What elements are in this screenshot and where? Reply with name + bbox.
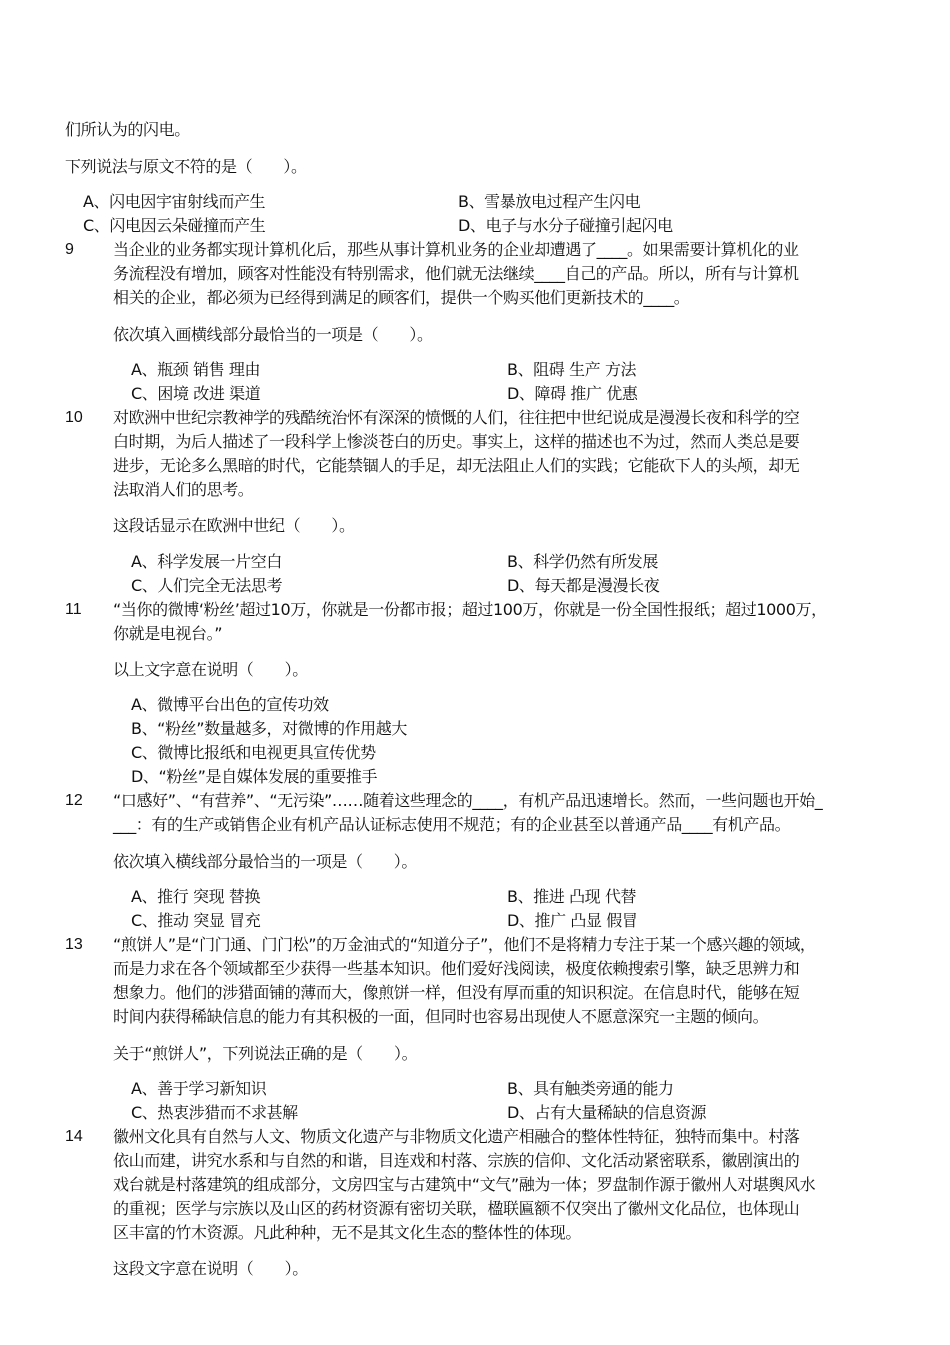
q11-option-b[interactable]: B、“粉丝”数量越多，对微博的作用越大 [131,719,407,738]
q10-passage-line: 进步，无论多么黑暗的时代，它能禁锢人的手足，却无法阻止人们的实践；它能砍下人的头颅，却无 [113,456,800,475]
q14-number: 14 [65,1128,83,1145]
q9-option-a[interactable]: A、瓶颈 销售 理由 [131,360,261,379]
q10-option-d[interactable]: D、每天都是漫漫长夜 [507,576,660,595]
q13-stem: 关于“煎饼人”，下列说法正确的是（ ）。 [113,1044,418,1063]
q11-option-d[interactable]: D、“粉丝”是自媒体发展的重要推手 [131,767,378,786]
q10-passage-line: 法取消人们的思考。 [113,480,254,499]
q11-stem: 以上文字意在说明（ ）。 [113,660,308,679]
q12-number: 12 [65,792,83,809]
q8-stem: 下列说法与原文不符的是（ ）。 [65,157,307,176]
q11-number: 11 [65,601,82,618]
q9-passage-line: 当企业的业务都实现计算机化后，那些从事计算机业务的企业却遭遇了____。如果需要计算机化的业 [113,240,799,259]
q9-stem: 依次填入画横线部分最恰当的一项是（ ）。 [113,325,433,344]
q9-option-d[interactable]: D、障碍 推广 优惠 [507,384,638,403]
q8-option-a[interactable]: A、闪电因宇宙射线而产生 [83,192,266,211]
q13-option-a[interactable]: A、善于学习新知识 [131,1079,267,1098]
q13-passage-line: “煎饼人”是“门门通、门门松”的万金油式的“知道分子”，他们不是将精力专注于某一个感兴趣的领域， [113,935,816,954]
q8-option-b[interactable]: B、雪暴放电过程产生闪电 [458,192,641,211]
q12-option-a[interactable]: A、推行 突现 替换 [131,887,261,906]
q13-passage-line: 而是力求在各个领域都至少获得一些基本知识。他们爱好浅阅读，极度依赖搜索引擎，缺乏思辨力和 [113,959,800,978]
q10-passage-line: 白时期，为后人描述了一段科学上惨淡苍白的历史。事实上，这样的描述也不为过，然而人类总是要 [113,432,800,451]
q12-passage-line: ___：有的生产或销售企业有机产品认证标志使用不规范；有的企业甚至以普通产品____有机产品。 [113,815,791,834]
q12-passage-line: “口感好”、“有营养”、“无污染”……随着这些理念的____，有机产品迅速增长。然而，一些问题也开始_ [113,791,823,810]
q9-number: 9 [65,241,74,258]
q9-option-c[interactable]: C、困境 改进 渠道 [131,384,261,403]
q14-passage-line: 依山而建，讲究水系和与自然的和谐，目连戏和村落、宗族的信仰、文化活动紧密联系，徽剧演出的 [113,1151,800,1170]
q13-passage-line: 想象力。他们的涉猎面铺的薄而大，像煎饼一样，但没有厚而重的知识积淀。在信息时代，能够在短 [113,983,800,1002]
q11-passage-line: 你就是电视台。” [113,624,223,643]
q10-passage-line: 对欧洲中世纪宗教神学的残酷统治怀有深深的愤慨的人们，往往把中世纪说成是漫漫长夜和科学的空 [113,408,800,427]
q10-option-a[interactable]: A、科学发展一片空白 [131,552,282,571]
q14-passage-line: 区丰富的竹木资源。凡此种种，无不是其文化生态的整体性的体现。 [113,1223,582,1242]
q10-option-b[interactable]: B、科学仍然有所发展 [507,552,658,571]
q12-stem: 依次填入横线部分最恰当的一项是（ ）。 [113,852,418,871]
q11-option-c[interactable]: C、微博比报纸和电视更具宣传优势 [131,743,376,762]
q14-passage-line: 戏台就是村落建筑的组成部分，文房四宝与古建筑中“文气”融为一体；罗盘制作源于徽州人对堪舆风水 [113,1175,816,1194]
q12-option-b[interactable]: B、推进 凸现 代替 [507,887,637,906]
q14-passage-line: 的重视；医学与宗族以及山区的药材资源有密切关联，楹联匾额不仅突出了徽州文化品位，也体现山 [113,1199,800,1218]
q13-option-c[interactable]: C、热衷涉猎而不求甚解 [131,1103,298,1122]
q13-number: 13 [65,936,83,953]
q10-option-c[interactable]: C、人们完全无法思考 [131,576,283,595]
q10-number: 10 [65,409,83,426]
q8-option-d[interactable]: D、电子与水分子碰撞引起闪电 [458,216,673,235]
q13-option-b[interactable]: B、具有触类旁通的能力 [507,1079,674,1098]
q8-option-c[interactable]: C、闪电因云朵碰撞而产生 [83,216,266,235]
q13-option-d[interactable]: D、占有大量稀缺的信息资源 [507,1103,707,1122]
q10-stem: 这段话显示在欧洲中世纪（ ）。 [113,516,355,535]
q12-option-c[interactable]: C、推动 突显 冒充 [131,911,261,930]
q12-option-d[interactable]: D、推广 凸显 假冒 [507,911,638,930]
q11-option-a[interactable]: A、微博平台出色的宣传功效 [131,695,329,714]
q8-passage-tail: 们所认为的闪电。 [65,120,190,139]
q9-option-b[interactable]: B、阻碍 生产 方法 [507,360,637,379]
q9-passage-line: 务流程没有增加，顾客对性能没有特别需求，他们就无法继续____自己的产品。所以，所有与计算机 [113,264,799,283]
q14-stem: 这段文字意在说明（ ）。 [113,1259,308,1278]
q9-passage-line: 相关的企业，都必须为已经得到满足的顾客们，提供一个购买他们更新技术的____。 [113,288,690,307]
q13-passage-line: 时间内获得稀缺信息的能力有其积极的一面，但同时也容易出现使人不愿意深究一主题的倾向。 [113,1007,769,1026]
q14-passage-line: 徽州文化具有自然与人文、物质文化遗产与非物质文化遗产相融合的整体性特征，独特而集中。村落 [113,1127,800,1146]
q11-passage-line: “当你的微博‘粉丝’超过10万，你就是一份都市报；超过100万，你就是一份全国性报纸；超过1000万， [113,600,827,619]
